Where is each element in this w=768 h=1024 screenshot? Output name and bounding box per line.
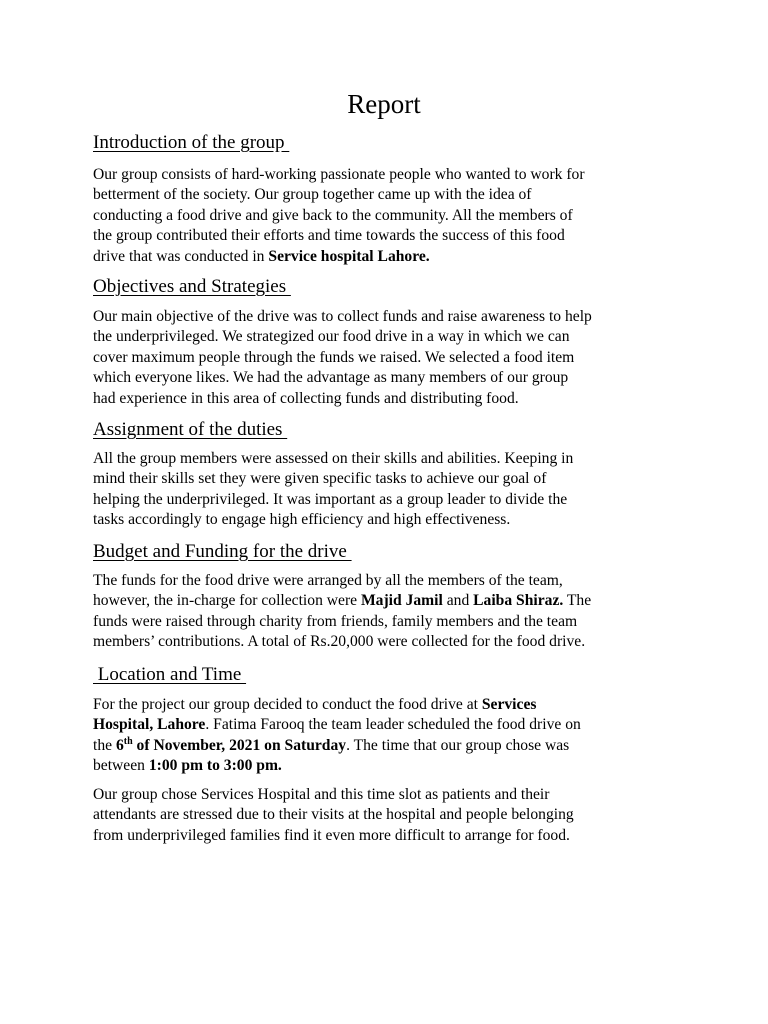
text-run: Our main objective of the drive was to collect funds and raise awareness to help xyxy=(93,308,592,325)
text-run: helping the underprivileged. It was important as a group leader to divide the xyxy=(93,490,568,508)
paragraph-line xyxy=(93,736,683,756)
text-run: cover maximum people through the funds we raised. We selected a food item xyxy=(93,348,575,366)
paragraph-line xyxy=(93,571,683,591)
paragraph-line xyxy=(93,695,683,715)
bold-text-run: Laiba Shiraz. xyxy=(473,592,564,610)
paragraph-line xyxy=(93,826,683,846)
paragraph-line xyxy=(93,206,683,226)
paragraph-line xyxy=(93,185,683,205)
text-run: from underprivileged families find it even more difficult to arrange for food. xyxy=(93,826,570,844)
report-title: Report xyxy=(347,89,421,119)
text-run: Our group chose Services Hospital and this time slot as patients and their xyxy=(93,786,550,803)
paragraph-line xyxy=(93,389,683,409)
paragraph-line xyxy=(93,756,683,776)
text-run: tasks accordingly to engage high efficiency and high effectiveness. xyxy=(93,511,511,529)
text-run: All the group members were assessed on their skills and abilities. Keeping in xyxy=(93,450,574,467)
text-run: funds were raised through charity from friends, family members and the team xyxy=(93,612,578,630)
text-run: betterment of the society. Our group together came up with the idea of xyxy=(93,186,532,204)
heading-introduction: Introduction of the group xyxy=(93,132,290,153)
bold-text-run: Services xyxy=(481,696,537,713)
bold-text-run: 6 xyxy=(115,736,124,754)
text-run: which everyone likes. We had the advantage as many members of our group xyxy=(93,369,569,387)
paragraph-assignment xyxy=(93,449,683,531)
text-run: had experience in this area of collecting funds and distributing food. xyxy=(93,389,519,407)
paragraph-line xyxy=(93,805,683,825)
paragraph-line xyxy=(93,226,683,246)
paragraph-line xyxy=(93,368,683,388)
bold-text-run: Majid Jamil xyxy=(360,592,443,610)
paragraph-line xyxy=(93,785,683,805)
bold-text-run: of November, 2021 on Saturday xyxy=(132,736,347,754)
text-run: conducting a food drive and give back to the community. All the members of xyxy=(93,206,573,224)
paragraph-location-reason xyxy=(93,785,683,846)
paragraph-location xyxy=(93,695,683,777)
text-run: members’ contributions. A total of Rs.20,000 were collected for the food drive. xyxy=(93,633,586,651)
paragraph-line xyxy=(93,632,683,652)
paragraph-line xyxy=(93,449,683,469)
text-run: the underprivileged. We strategized our food drive in a way in which we can xyxy=(93,328,570,346)
paragraph-line xyxy=(93,469,683,489)
paragraph-introduction xyxy=(93,165,683,267)
heading-assignment: Assignment of the duties xyxy=(93,419,288,440)
text-run: mind their skills set they were given specific tasks to achieve our goal of xyxy=(93,470,547,488)
paragraph-line xyxy=(93,510,683,530)
paragraph-line xyxy=(93,327,683,347)
heading-budget: Budget and Funding for the drive xyxy=(93,541,352,562)
text-run: however, the in-charge for collection were xyxy=(93,592,361,610)
text-run: For the project our group decided to conduct the food drive at xyxy=(93,696,482,713)
text-run: between xyxy=(93,757,149,775)
paragraph-line xyxy=(93,165,683,185)
heading-location: Location and Time xyxy=(93,664,247,685)
text-run: . Fatima Farooq the team leader scheduled the food drive on xyxy=(205,716,581,734)
text-run: The xyxy=(563,592,592,610)
text-run: . The time that our group chose was xyxy=(346,736,570,754)
bold-text-run: Service hospital Lahore. xyxy=(268,247,430,265)
heading-objectives: Objectives and Strategies xyxy=(93,276,291,297)
text-run: attendants are stressed due to their visits at the hospital and people belonging xyxy=(93,806,574,824)
paragraph-line xyxy=(93,490,683,510)
text-run: Our group consists of hard-working passionate people who wanted to work for xyxy=(93,166,585,183)
paragraph-line xyxy=(93,612,683,632)
paragraph-line xyxy=(93,247,683,267)
paragraph-line xyxy=(93,591,683,611)
text-run: the group contributed their efforts and time towards the success of this food xyxy=(93,227,565,245)
bold-text-run: Hospital, Lahore xyxy=(93,716,206,734)
text-run: The funds for the food drive were arranged by all the members of the team, xyxy=(93,572,563,589)
bold-text-run: 1:00 pm to 3:00 pm. xyxy=(148,757,282,775)
text-run: the xyxy=(93,736,116,754)
paragraph-line xyxy=(93,348,683,368)
paragraph-objectives xyxy=(93,307,683,409)
text-run: drive that was conducted in xyxy=(93,247,269,265)
bold-text-run: th xyxy=(123,735,133,747)
paragraph-budget xyxy=(93,571,683,653)
paragraph-line xyxy=(93,307,683,327)
paragraph-line xyxy=(93,715,683,735)
text-run: and xyxy=(442,592,474,610)
